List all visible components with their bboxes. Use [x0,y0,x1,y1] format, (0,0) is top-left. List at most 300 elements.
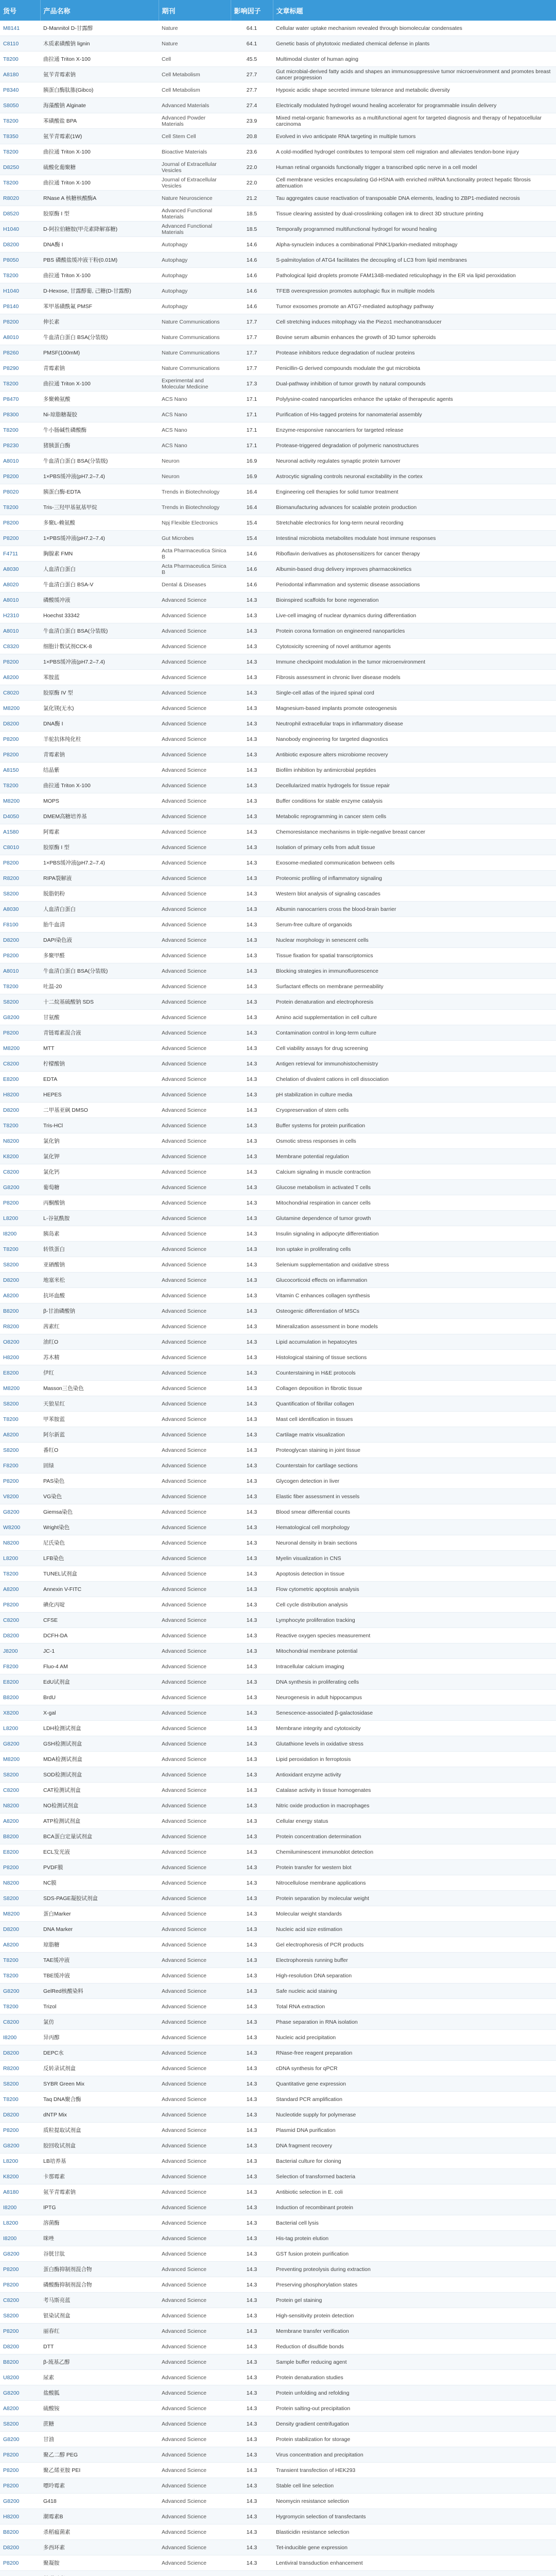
cell-impact-factor: 14.3 [231,855,273,871]
table-row [0,1427,556,1443]
cell-impact-factor: 14.3 [231,793,273,809]
table-row [0,1767,556,1783]
cell-product-name: DNA酶 I [40,237,159,252]
cell-impact-factor: 14.3 [231,1736,273,1752]
cell-product-name: 番红O [40,1443,159,1458]
cell-impact-factor: 14.3 [231,1752,273,1767]
cell-product-no: G8200 [0,2494,40,2509]
cell-impact-factor: 14.6 [231,577,273,592]
cell-product-no [0,2571,40,2576]
table-row [0,345,556,361]
cell-product-no: R8200 [0,871,40,886]
cell-journal: Advanced Science [159,716,231,732]
cell-product-no: E8200 [0,1365,40,1381]
cell-product-no: M8141 [0,21,40,36]
table-row [0,1118,556,1133]
cell-article-title: Virus concentration and precipitation [273,2447,556,2463]
cell-impact-factor: 14.3 [231,2324,273,2339]
table-row [0,979,556,994]
cell-product-no: S8200 [0,2416,40,2432]
cell-impact-factor: 15.4 [231,531,273,546]
table-row [0,2385,556,2401]
cell-journal: Advanced Science [159,608,231,623]
cell-journal: Advanced Science [159,2339,231,2354]
cell-product-name: BrdU [40,1690,159,1705]
cell-product-no: S8200 [0,1891,40,1906]
cell-journal [159,2571,231,2576]
cell-product-no: T8200 [0,175,40,191]
cell-impact-factor: 16.4 [231,484,273,500]
cell-product-name: 苏木精 [40,1350,159,1365]
cell-product-no: D8200 [0,933,40,948]
cell-product-name: EdU试剂盒 [40,1674,159,1690]
cell-article-title: Cell stretching induces mitophagy via the Piezo1 mechanotransducer [273,314,556,330]
cell-article-title: Hygromycin selection of transfectants [273,2509,556,2524]
cell-article-title: Mitochondrial respiration in cancer cells [273,1195,556,1211]
table-row [0,1458,556,1473]
cell-product-name: IPTG [40,2200,159,2215]
cell-article-title: Lipid accumulation in hepatocytes [273,1334,556,1350]
cell-product-no: T8200 [0,144,40,160]
cell-product-no: P8200 [0,1597,40,1613]
cell-journal: Advanced Science [159,963,231,979]
cell-impact-factor: 17.1 [231,438,273,453]
cell-article-title: Nanobody engineering for targeted diagnostics [273,732,556,747]
cell-article-title: Antibiotic selection in E. coli [273,2184,556,2200]
table-row [0,2061,556,2076]
cell-article-title: Vitamin C enhances collagen synthesis [273,1288,556,1303]
table-row [0,546,556,562]
cell-article-title: Insulin signaling in adipocyte differentiation [273,1226,556,1242]
cell-product-no: T8350 [0,129,40,144]
table-row [0,2092,556,2107]
cell-journal: Advanced Science [159,2169,231,2184]
cell-impact-factor: 14.3 [231,716,273,732]
table-row [0,1087,556,1103]
cell-article-title: Cell viability assays for drug screening [273,1041,556,1056]
cell-article-title: Stable cell line selection [273,2478,556,2494]
cell-product-name: 曲拉通 Triton X-100 [40,52,159,67]
cell-product-no: P8140 [0,299,40,314]
cell-product-no: H1040 [0,222,40,237]
cell-product-name: 胸腺素 FMN [40,546,159,562]
cell-journal: Advanced Science [159,701,231,716]
cell-article-title: Surfactant effects on membrane permeability [273,979,556,994]
cell-journal: Advanced Science [159,1273,231,1288]
cell-journal: Gut Microbes [159,531,231,546]
cell-product-no: D8200 [0,2339,40,2354]
table-row [0,2494,556,2509]
cell-product-name: 阿尔新蓝 [40,1427,159,1443]
cell-article-title: Protein salting-out precipitation [273,2401,556,2416]
cell-product-name: Tris-三羟甲基氨基甲烷 [40,500,159,515]
cell-product-no: P8200 [0,469,40,484]
cell-impact-factor: 14.3 [231,2308,273,2324]
cell-impact-factor: 27.7 [231,82,273,98]
cell-article-title: Albumin nanocarriers cross the blood-brain barrier [273,902,556,917]
table-row [0,515,556,531]
cell-journal: Advanced Science [159,2045,231,2061]
cell-product-name: 杀稻瘟菌素 [40,2524,159,2540]
cell-article-title: Reduction of disulfide bonds [273,2339,556,2354]
cell-product-name: 多聚甲醛 [40,948,159,963]
cell-product-no: I8200 [0,2030,40,2045]
table-row [0,1056,556,1072]
cell-product-no: G8200 [0,1984,40,1999]
cell-product-name: 聚凝胺 [40,2555,159,2571]
cell-product-name: DAPI染色液 [40,933,159,948]
cell-product-name: 胰蛋白酶-EDTA [40,484,159,500]
cell-article-title: Amino acid supplementation in cell culture [273,1010,556,1025]
cell-product-no: H1040 [0,283,40,299]
table-row [0,1582,556,1597]
cell-product-name: NO检测试剂盒 [40,1798,159,1814]
cell-article-title: Buffer systems for protein purification [273,1118,556,1133]
table-row [0,639,556,654]
cell-article-title: Proteoglycan staining in joint tissue [273,1443,556,1458]
cell-product-no: C8200 [0,2293,40,2308]
table-row [0,2277,556,2293]
cell-article-title: Elastic fiber assessment in vessels [273,1489,556,1504]
cell-journal: Advanced Science [159,2277,231,2293]
table-row [0,902,556,917]
cell-journal: Advanced Science [159,1473,231,1489]
cell-product-no: G8200 [0,1736,40,1752]
cell-impact-factor: 14.3 [231,2509,273,2524]
cell-journal: Advanced Science [159,1566,231,1582]
cell-impact-factor: 14.3 [231,2107,273,2123]
cell-article-title: Protein separation by molecular weight [273,1891,556,1906]
cell-journal: Npj Flexible Electronics [159,515,231,531]
table-row [0,160,556,175]
cell-article-title: Preventing proteolysis during extraction [273,2262,556,2277]
cell-journal: Advanced Science [159,1504,231,1520]
cell-product-no: N8200 [0,1875,40,1891]
cell-impact-factor: 14.3 [231,2370,273,2385]
cell-impact-factor: 14.3 [231,2524,273,2540]
cell-impact-factor: 17.7 [231,330,273,345]
cell-journal: Advanced Science [159,824,231,840]
cell-impact-factor: 14.3 [231,1922,273,1937]
cell-product-name: Wright染色 [40,1520,159,1535]
cell-journal: Advanced Science [159,1659,231,1674]
cell-product-name: D-Hexose, 甘露醇葡, 己糖(D-甘露醇) [40,283,159,299]
cell-article-title: Nucleic acid size estimation [273,1922,556,1937]
cell-product-name: SDS-PAGE凝胶试剂盒 [40,1891,159,1906]
cell-product-name: 细胞计数试剂CCK-8 [40,639,159,654]
table-row [0,654,556,670]
table-row [0,252,556,268]
cell-product-name: 曲拉通 Triton X-100 [40,268,159,283]
cell-article-title: Cellular energy status [273,1814,556,1829]
table-row [0,1412,556,1427]
cell-product-no: P8200 [0,747,40,762]
cell-article-title: Periodontal inflammation and systemic disease associations [273,577,556,592]
cell-product-no: A8010 [0,453,40,469]
cell-impact-factor: 20.8 [231,129,273,144]
cell-article-title: Riboflavin derivatives as photosensitizers for cancer therapy [273,546,556,562]
cell-journal: Advanced Science [159,1288,231,1303]
cell-product-no: S8200 [0,1257,40,1273]
cell-journal: Cell Metabolism [159,67,231,82]
cell-product-name: 胰岛素 [40,1226,159,1242]
table-row [0,1597,556,1613]
cell-product-name: 1×PBS缓冲液(pH7.2–7.4) [40,531,159,546]
cell-journal: Advanced Science [159,654,231,670]
cell-impact-factor: 14.3 [231,1319,273,1334]
table-row [0,2262,556,2277]
cell-product-no: X8200 [0,1705,40,1721]
table-row [0,67,556,82]
cell-journal: Advanced Science [159,1118,231,1133]
table-row [0,21,556,36]
cell-product-name: 胶回收试剂盒 [40,2138,159,2154]
cell-product-no: T8200 [0,1118,40,1133]
cell-product-name: 潮霉素B [40,2509,159,2524]
cell-product-name: 苯甲基磺酰氟 PMSF [40,299,159,314]
cell-journal: Advanced Science [159,1705,231,1721]
cell-product-no: H8200 [0,2509,40,2524]
table-row [0,762,556,778]
table-row [0,809,556,824]
cell-product-no: M8200 [0,1752,40,1767]
cell-product-no: I8200 [0,1226,40,1242]
cell-product-no: F8200 [0,1458,40,1473]
cell-product-no: P8200 [0,531,40,546]
cell-journal: Nature [159,36,231,52]
cell-product-no: D8200 [0,1628,40,1643]
cell-impact-factor: 14.3 [231,1643,273,1659]
cell-product-name: 氯化钙 [40,1164,159,1180]
cell-product-name: L-谷氨酰胺 [40,1211,159,1226]
cell-journal: Advanced Science [159,933,231,948]
cell-product-no: D8200 [0,237,40,252]
cell-product-no: S8200 [0,886,40,902]
table-row [0,1551,556,1566]
cell-product-name: EDTA [40,1072,159,1087]
table-row [0,1489,556,1504]
table-row [0,1103,556,1118]
cell-product-no: K8200 [0,2169,40,2184]
cell-product-name: 羊驼抗体纯化柱 [40,732,159,747]
cell-product-name: Trizol [40,1999,159,2014]
cell-article-title: Glucose metabolism in activated T cells [273,1180,556,1195]
cell-journal: Autophagy [159,252,231,268]
cell-journal: Cell Stem Cell [159,129,231,144]
cell-product-no: J8200 [0,1643,40,1659]
cell-product-name: 丽春红 [40,2324,159,2339]
cell-impact-factor: 14.3 [231,1365,273,1381]
cell-journal: Advanced Science [159,747,231,762]
cell-article-title: Reactive oxygen species measurement [273,1628,556,1643]
cell-product-name: 1×PBS缓冲液(pH7.2–7.4) [40,654,159,670]
cell-article-title: Protein corona formation on engineered nanoparticles [273,623,556,639]
cell-article-title: Myelin visualization in CNS [273,1551,556,1566]
cell-product-no: P8340 [0,82,40,98]
cell-product-no: D8200 [0,2540,40,2555]
table-body [0,21,556,2576]
table-row [0,531,556,546]
cell-journal: Advanced Science [159,1767,231,1783]
cell-journal: Autophagy [159,299,231,314]
cell-article-title: Apoptosis detection in tissue [273,1566,556,1582]
table-row [0,1613,556,1628]
cell-product-name: 异丙醇 [40,2030,159,2045]
cell-journal: Advanced Science [159,2385,231,2401]
cell-product-name: 木质素磺酸钠 lignin [40,36,159,52]
table-row [0,1180,556,1195]
cell-product-name: 十二烷基硫酸钠 SDS [40,994,159,1010]
table-row [0,144,556,160]
cell-journal: Advanced Science [159,1319,231,1334]
cell-product-name: PMSF(100mM) [40,345,159,361]
cell-journal: Acta Pharmaceutica Sinica B [159,562,231,577]
cell-journal: Cell [159,52,231,67]
cell-product-name: 抗坏血酸 [40,1288,159,1303]
cell-product-name: 甘氨酸 [40,1010,159,1025]
cell-article-title: Selenium supplementation and oxidative stress [273,1257,556,1273]
cell-impact-factor: 14.3 [231,639,273,654]
cell-article-title: Counterstaining in H&E protocols [273,1365,556,1381]
cell-impact-factor: 27.4 [231,98,273,113]
table-row [0,1643,556,1659]
cell-article-title: Blood smear differential counts [273,1504,556,1520]
cell-article-title: Cytotoxicity screening of novel antitumor agents [273,639,556,654]
cell-journal: Advanced Science [159,1613,231,1628]
cell-impact-factor: 14.3 [231,2154,273,2169]
cell-impact-factor: 14.3 [231,871,273,886]
cell-journal: Advanced Science [159,2014,231,2030]
cell-product-no: G8200 [0,1504,40,1520]
cell-article-title: Plasmid DNA purification [273,2123,556,2138]
cell-product-name: HEPES [40,1087,159,1103]
cell-product-no: C8200 [0,1164,40,1180]
cell-journal: Nature Communications [159,345,231,361]
cell-journal: Advanced Science [159,2447,231,2463]
cell-product-name: β-巯基乙醇 [40,2354,159,2370]
cell-impact-factor: 14.3 [231,2494,273,2509]
cell-article-title: Bovine serum albumin enhances the growth of 3D tumor spheroids [273,330,556,345]
table-row [0,330,556,345]
cell-product-name: 吐温-20 [40,979,159,994]
cell-product-name: RIPA裂解液 [40,871,159,886]
cell-product-name: 谷胱甘肽 [40,2246,159,2262]
cell-product-no: N8200 [0,1133,40,1149]
cell-impact-factor: 14.3 [231,1860,273,1875]
cell-product-name: TBE缓冲液 [40,1968,159,1984]
cell-journal: Advanced Science [159,809,231,824]
cell-impact-factor: 17.1 [231,392,273,407]
cell-product-name: Fluo-4 AM [40,1659,159,1674]
cell-journal: Advanced Science [159,1195,231,1211]
cell-article-title: Glycogen detection in liver [273,1473,556,1489]
table-row [0,1226,556,1242]
cell-product-name: 曲拉通 Triton X-100 [40,175,159,191]
cell-product-no: D8200 [0,716,40,732]
cell-impact-factor: 14.3 [231,608,273,623]
cell-journal: Advanced Science [159,1968,231,1984]
cell-product-name: D-阿拉伯糖胺(甲壳素降解寡糖) [40,222,159,237]
cell-impact-factor: 14.3 [231,1844,273,1860]
cell-impact-factor: 14.3 [231,917,273,933]
cell-article-title: Protease inhibitors reduce degradation of nuclear proteins [273,345,556,361]
table-row [0,237,556,252]
cell-article-title: Iron uptake in proliferating cells [273,1242,556,1257]
table-row [0,422,556,438]
cell-impact-factor: 14.3 [231,1195,273,1211]
cell-product-no: K8200 [0,1149,40,1164]
cell-article-title: Evolved in vivo anticipate RNA targeting in multiple tumors [273,129,556,144]
cell-article-title: Collagen deposition in fibrotic tissue [273,1381,556,1396]
cell-product-no: P8200 [0,732,40,747]
cell-product-no: F8200 [0,1659,40,1674]
cell-journal: Advanced Science [159,2138,231,2154]
cell-impact-factor: 14.3 [231,2432,273,2447]
cell-product-name: 盐酸胍 [40,2385,159,2401]
cell-product-name: 蔗糖 [40,2416,159,2432]
cell-journal: Advanced Science [159,2262,231,2277]
cell-product-no: P8200 [0,1860,40,1875]
table-row [0,2076,556,2092]
cell-journal: Advanced Science [159,670,231,685]
cell-journal: Advanced Science [159,2030,231,2045]
table-row [0,1705,556,1721]
cell-journal: Advanced Science [159,1041,231,1056]
table-row [0,886,556,902]
header-article-title: 文章标题 [273,0,556,21]
cell-product-name: 氯化镁(无水) [40,701,159,716]
cell-journal: Advanced Science [159,2200,231,2215]
cell-impact-factor: 14.6 [231,237,273,252]
cell-product-no: R8200 [0,1319,40,1334]
cell-product-name: 苯胺蓝 [40,670,159,685]
cell-journal: Neuron [159,469,231,484]
table-row [0,917,556,933]
cell-product-no: P8200 [0,2478,40,2494]
cell-product-name: GelRed核酸染料 [40,1984,159,1999]
cell-product-name: 茜素红 [40,1319,159,1334]
cell-journal: Advanced Science [159,1211,231,1226]
cell-product-name: 反转录试剂盒 [40,2061,159,2076]
cell-product-name: 柠檬酸钠 [40,1056,159,1072]
cell-product-no: A8200 [0,1427,40,1443]
cell-impact-factor: 14.6 [231,562,273,577]
cell-article-title: High-resolution DNA separation [273,1968,556,1984]
cell-product-name: LDH检测试剂盒 [40,1721,159,1736]
cell-journal: Advanced Science [159,1674,231,1690]
cell-product-name: 硫酸化葡聚糖 [40,160,159,175]
cell-article-title: Protein gel staining [273,2293,556,2308]
table-row [0,2154,556,2169]
cell-journal: Advanced Science [159,1010,231,1025]
cell-product-no: P8200 [0,2324,40,2339]
table-row [0,2370,556,2385]
cell-product-name: LB培养基 [40,2154,159,2169]
cell-journal: Neuron [159,453,231,469]
cell-product-no: A8200 [0,2401,40,2416]
cell-product-no: T8200 [0,1953,40,1968]
cell-impact-factor: 14.3 [231,933,273,948]
cell-article-title: Hematological cell morphology [273,1520,556,1535]
cell-article-title: Western blot analysis of signaling cascades [273,886,556,902]
cell-journal: ACS Nano [159,422,231,438]
cell-product-name: Hoechst 33342 [40,608,159,623]
cell-article-title: Transient transfection of HEK293 [273,2463,556,2478]
cell-journal: Advanced Science [159,2540,231,2555]
cell-article-title: Multimodal cluster of human aging [273,52,556,67]
cell-product-no: D8250 [0,160,40,175]
cell-impact-factor: 14.6 [231,299,273,314]
